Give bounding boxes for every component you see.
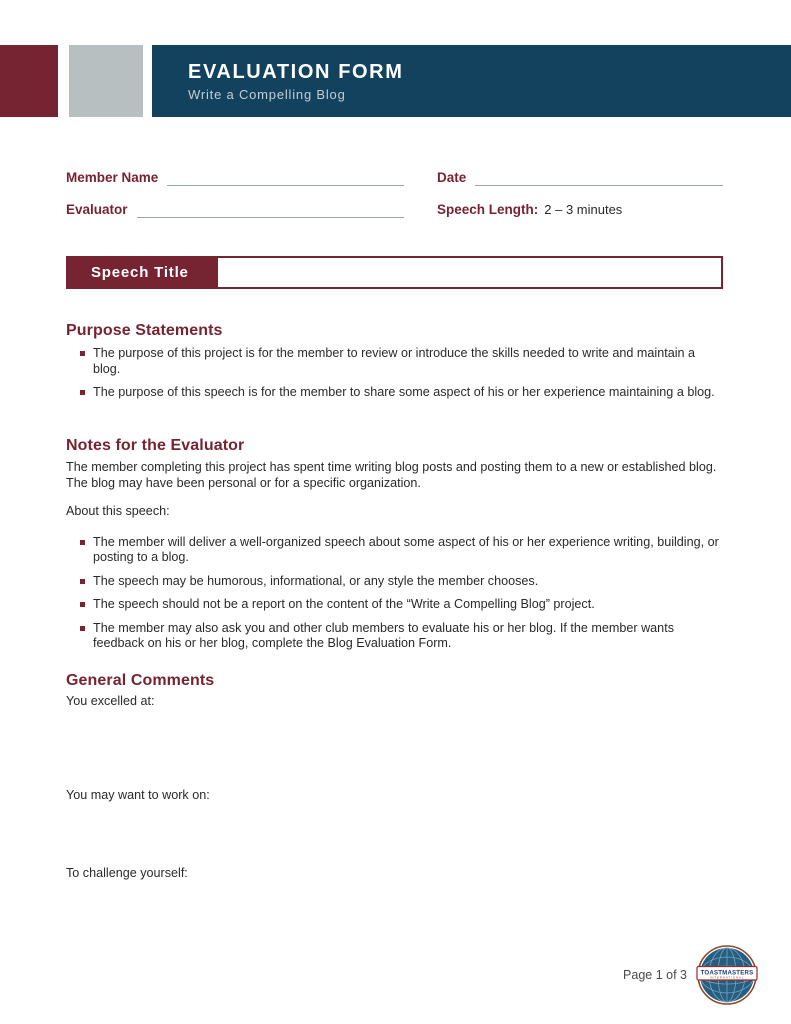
bullet-square-icon	[80, 390, 85, 395]
speech-title-label: Speech Title	[68, 258, 218, 287]
evaluator-field	[66, 202, 404, 218]
purpose-statements-heading: Purpose Statements	[66, 322, 223, 339]
bullet-text: The member may also ask you and other club members to evaluate his or her blog. If the member wants feedback on his or her blog, complete the Blog Evaluation Form.	[93, 620, 674, 650]
speech-length-label: Speech Length:	[437, 202, 539, 217]
general-comments-heading: General Comments	[66, 672, 215, 689]
gray-accent-block	[69, 45, 143, 117]
speech-title-section	[66, 256, 723, 289]
challenge-yourself-prompt: To challenge yourself:	[66, 866, 188, 880]
maroon-accent-block	[0, 45, 58, 117]
member-name-date-row	[66, 170, 723, 186]
date-label: Date	[437, 170, 467, 185]
toastmasters-logo-icon	[696, 944, 758, 1006]
evaluator-label: Evaluator	[66, 202, 128, 217]
notes-intro-paragraph: The member completing this project has spent time writing blog posts and posting them to a new or established blog. The blog may have been personal or for a specific organization.	[66, 460, 717, 490]
work-on-writing-area[interactable]	[66, 803, 723, 866]
bullet-square-icon	[80, 602, 85, 607]
notes-bullet-list	[66, 535, 723, 652]
challenge-yourself-writing-area[interactable]	[66, 882, 723, 932]
member-name-input[interactable]	[167, 170, 404, 186]
list-item	[66, 385, 723, 401]
member-name-label: Member Name	[66, 170, 159, 185]
member-info-section	[66, 170, 723, 218]
page-indicator: Page 1 of 3	[623, 968, 687, 982]
bullet-square-icon	[80, 540, 85, 545]
bullet-text: The speech may be humorous, informational, or any style the member chooses.	[93, 573, 539, 588]
you-excelled-at-prompt: You excelled at:	[66, 694, 155, 708]
list-item	[66, 597, 723, 613]
title-banner	[152, 45, 791, 117]
logo-international-text: INTERNATIONAL	[709, 975, 745, 980]
header-banner	[0, 45, 791, 117]
form-subtitle: Write a Compelling Blog	[188, 86, 346, 102]
date-field	[437, 170, 723, 186]
bullet-square-icon	[80, 579, 85, 584]
purpose-statements-section	[66, 322, 723, 401]
member-name-field	[66, 170, 404, 186]
speech-title-input[interactable]	[218, 258, 721, 287]
bullet-text: The purpose of this speech is for the member to share some aspect of his or her experience maintaining a blog.	[93, 385, 715, 399]
evaluator-length-row	[66, 202, 723, 218]
bullet-square-icon	[80, 626, 85, 631]
list-item	[66, 346, 723, 377]
form-title: EVALUATION FORM	[188, 60, 404, 83]
bullet-text: The purpose of this project is for the member to review or introduce the skills needed to write and maintain a blog.	[93, 346, 696, 376]
evaluator-input[interactable]	[137, 202, 404, 218]
bullet-square-icon	[80, 351, 85, 356]
work-on-prompt: You may want to work on:	[66, 787, 210, 802]
notes-for-evaluator-section	[66, 437, 723, 652]
list-item	[66, 574, 723, 590]
speech-length-value: 2 – 3 minutes	[544, 202, 623, 217]
you-excelled-at-writing-area[interactable]	[66, 710, 723, 788]
speech-length-field	[437, 202, 723, 218]
page-footer	[623, 944, 758, 1006]
list-item	[66, 535, 723, 566]
date-input[interactable]	[475, 170, 723, 186]
purpose-bullet-list	[66, 346, 723, 401]
logo-wordmark-text: TOASTMASTERS	[700, 969, 754, 977]
about-this-speech-label: About this speech:	[66, 504, 170, 518]
list-item	[66, 621, 723, 652]
bullet-text: The member will deliver a well-organized speech about some aspect of his or her experience writing, building, or posting to a blog.	[93, 534, 719, 564]
notes-heading: Notes for the Evaluator	[66, 437, 245, 454]
general-comments-section	[66, 672, 723, 932]
bullet-text: The speech should not be a report on the content of the “Write a Compelling Blog” project.	[93, 597, 595, 611]
